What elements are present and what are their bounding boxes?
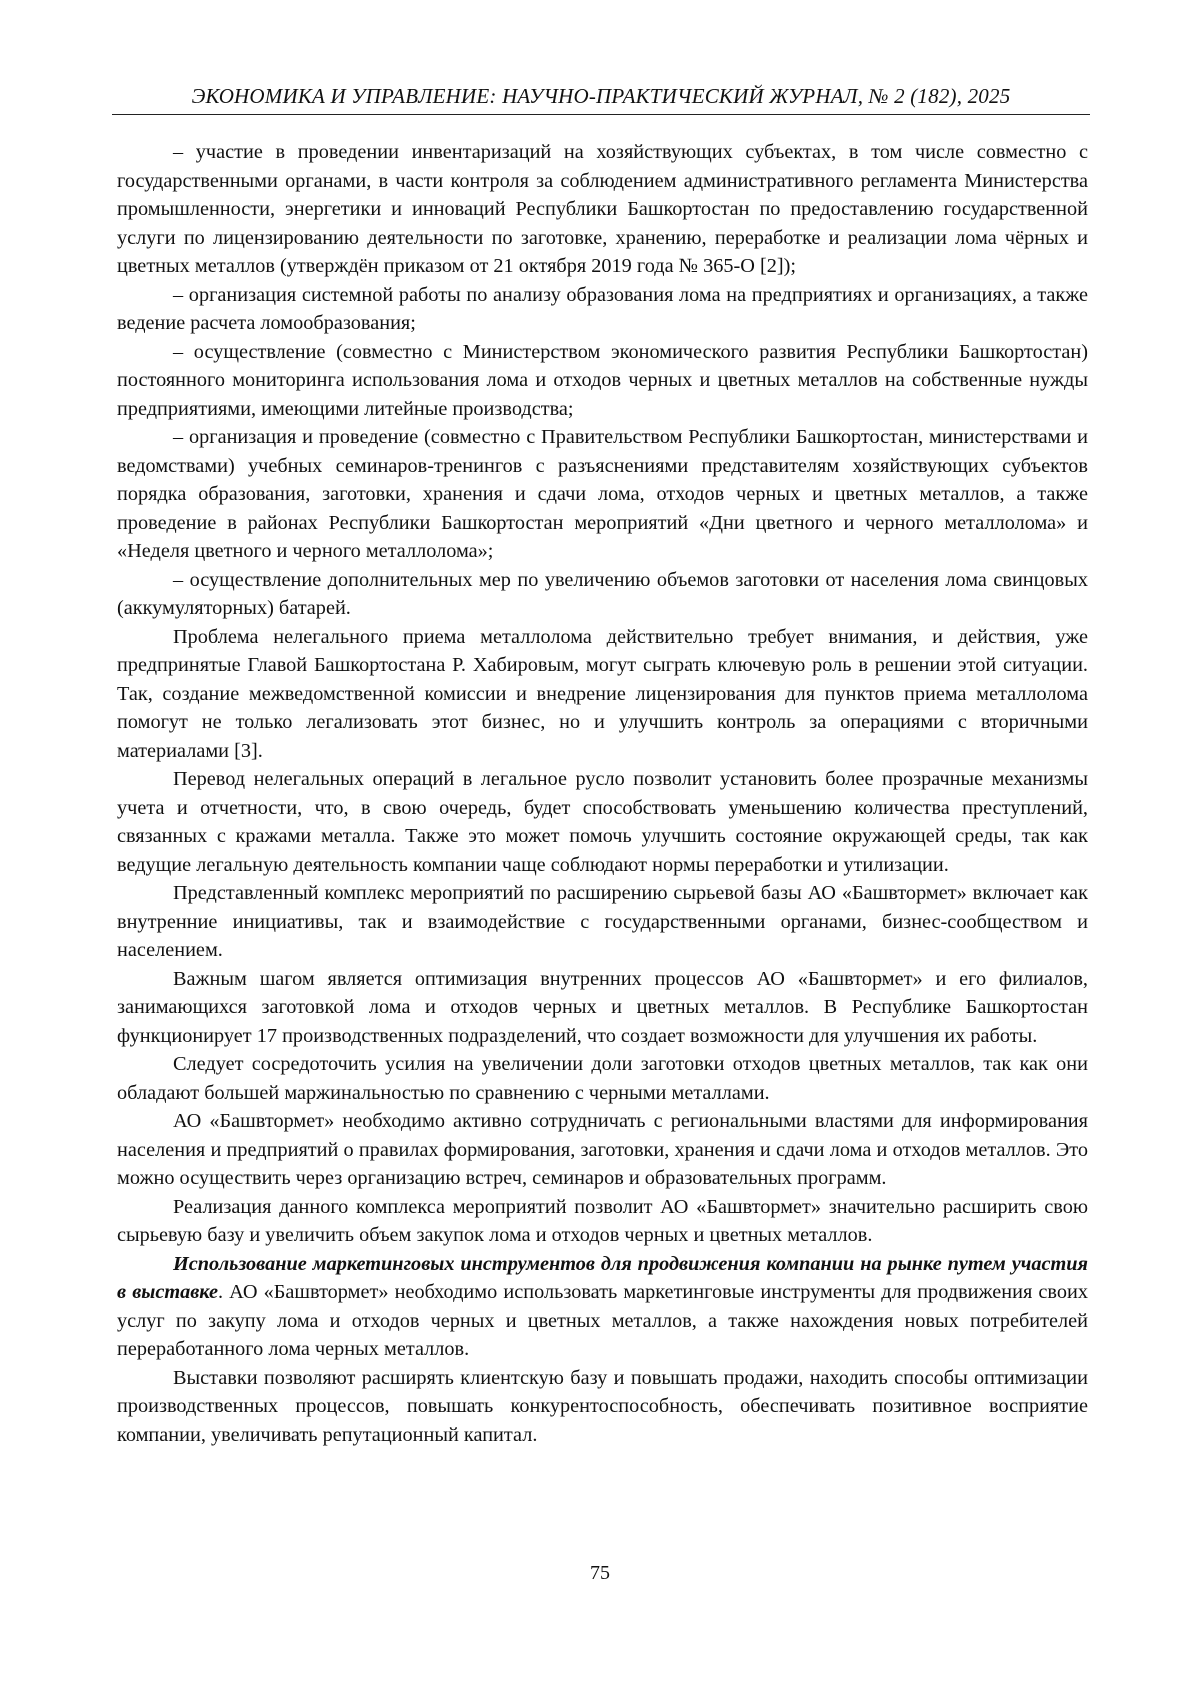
- paragraph-measures-complex: Представленный комплекс мероприятий по расширению сырьевой базы АО «Башвтормет» включает как внутренние инициативы, так и взаимодействие с государственными органами, бизнес-сообществом и населением.: [117, 882, 1088, 961]
- paragraph-illegal-reception: Проблема нелегального приема металлолома действительно требует внимания, и действия, уже предпринятые Главой Башкортостана Р. Хабировым, могут сыграть ключевую роль в решении этой ситуации. Так, создание межведомственной комиссии и внедрение лицензирования для пунктов приема металлолома помогут не только легализовать этот бизнес, но и улучшить контроль за операциями с вторичными материалами [3].: [117, 625, 1088, 762]
- page-number: 75: [590, 1562, 610, 1584]
- section-lead-rest: . АО «Башвтормет» необходимо использовать маркетинговые инструменты для продвижения своих услуг по закупу лома и отходов черных и цветных металлов, а также нахождения новых потребителей переработанного лома черных металлов.: [117, 1281, 1088, 1360]
- list-item-inventory: – участие в проведении инвентаризаций на хозяйствующих субъектах, в том числе совместно с государственными органами, в части контроля за соблюдением административного регламента Министерства промышленности, энергетики и инноваций Республики Башкортостан по предоставлению государственной услуги по лицензированию деятельности по заготовке, хранению, переработке и реализации лома чёрных и цветных металлов (утверждён приказом от 21 октября 2019 года № 365-О [2]);: [117, 141, 1088, 277]
- list-item-monitoring: – осуществление (совместно с Министерством экономического развития Республики Башкортостан) постоянного мониторинга использования лома и отходов черных и цветных металлов на собственные нужды предприятиями, имеющими литейные производства;: [117, 340, 1088, 420]
- paragraph-regional-cooperation: АО «Башвтормет» необходимо активно сотрудничать с региональными властями для информирования населения и предприятий о правилах формирования, заготовки, хранения и сдачи лома и отходов металлов. Это можно осуществить через организацию встреч, семинаров и образовательных программ.: [117, 1110, 1088, 1189]
- paragraph-implementation: Реализация данного комплекса мероприятий позволит АО «Башвтормет» значительно расширить свою сырьевую базу и увеличить объем закупок лома и отходов черных и цветных металлов.: [117, 1195, 1088, 1246]
- list-item-batteries: – осуществление дополнительных мер по увеличению объемов заготовки от населения лома свинцовых (аккумуляторных) батарей.: [117, 568, 1088, 619]
- header-rule: [112, 114, 1090, 115]
- paragraph-legalization: Перевод нелегальных операций в легальное русло позволит установить более прозрачные механизмы учета и отчетности, что, в свою очередь, будет способствовать уменьшению количества преступлений, связанных с кражами металла. Также это может помочь улучшить состояние окружающей среды, так как ведущие легальную деятельность компании чаще соблюдают нормы переработки и утилизации.: [117, 768, 1088, 876]
- section-lead-heading: Использование маркетинговых инструментов для продвижения компании на рынке путем участия в выставке: [117, 1252, 1088, 1303]
- list-item-scrap-analysis: – организация системной работы по анализу образования лома на предприятиях и организациях, а также ведение расчета ломообразования;: [117, 283, 1088, 334]
- running-header: ЭКОНОМИКА И УПРАВЛЕНИЕ: НАУЧНО-ПРАКТИЧЕСКИЙ ЖУРНАЛ, № 2 (182), 2025: [191, 84, 1011, 108]
- paragraph-nonferrous-focus: Следует сосредоточить усилия на увеличении доли заготовки отходов цветных металлов, так как они обладают большей маржинальностью по сравнению с черными металлами.: [117, 1053, 1088, 1104]
- paragraph-exhibitions: Выставки позволяют расширять клиентскую базу и повышать продажи, находить способы оптимизации производственных процессов, повышать конкурентоспособность, обеспечивать позитивное восприятие компании, увеличивать репутационный капитал.: [117, 1366, 1088, 1446]
- list-item-seminars: – организация и проведение (совместно с Правительством Республики Башкортостан, министерствами и ведомствами) учебных семинаров-тренингов с разъяснениями представителям хозяйствующих субъектов порядка образования, заготовки, хранения и сдачи лома, отходов черных и цветных металлов, а также проведение в районах Республики Башкортостан мероприятий «Дни цветного и черного металлолома» и «Неделя цветного и черного металлолома»;: [117, 426, 1088, 562]
- paragraph-marketing-section: [117, 1250, 1088, 1364]
- article-body: [117, 138, 1088, 1449]
- paragraph-internal-optimization: Важным шагом является оптимизация внутренних процессов АО «Башвтормет» и его филиалов, занимающихся заготовкой лома и отходов черных и цветных металлов. В Республике Башкортостан функционирует 17 производственных подразделений, что создает возможности для улучшения их работы.: [117, 967, 1088, 1047]
